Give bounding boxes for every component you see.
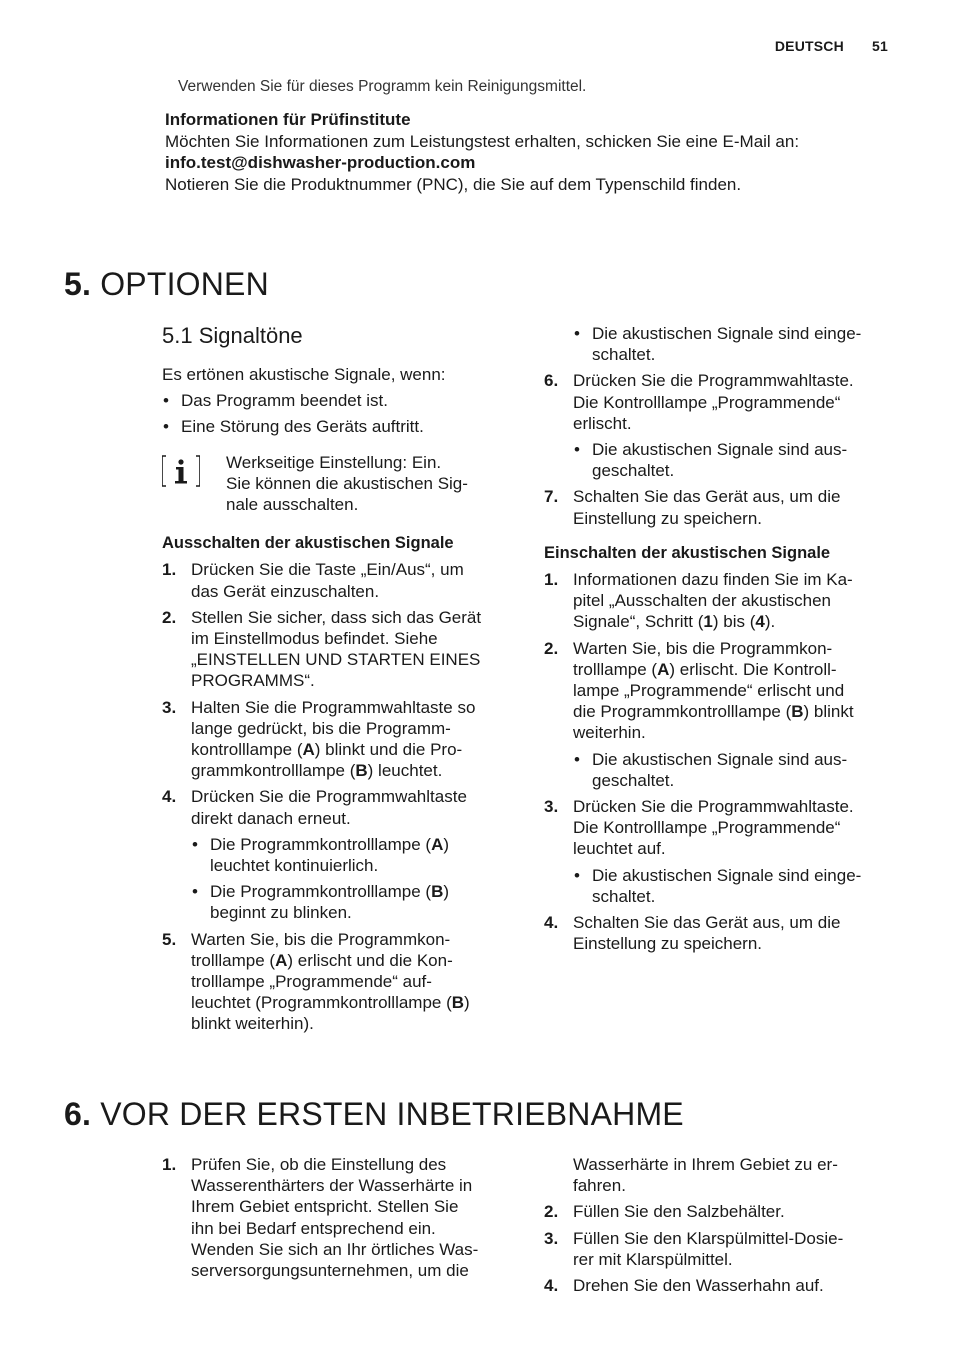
page-header: [775, 38, 888, 54]
info-box: Werkseitige Einstellung: Ein. Sie können die akustischen Sig- nale ausschalten.: [162, 452, 522, 516]
on-title: Einschalten der akustischen Signale: [544, 543, 831, 562]
list-item: 7. Schalten Sie das Gerät aus, um die Einstellung zu speichern.: [544, 487, 841, 528]
subsection-title: 5.1 Signaltöne: [162, 323, 303, 348]
right-column: [544, 323, 914, 954]
list-item: 3. Drücken Sie die Programmwahltaste. Die Kontrolllampe „Programmende“ leuchtet auf.: [544, 797, 854, 859]
list-item: 4. Drehen Sie den Wasserhahn auf.: [544, 1276, 824, 1296]
list-item: • Das Programm beendet ist.: [163, 391, 388, 411]
list-item: 4. Drücken Sie die Programmwahltaste direkt danach erneut.: [162, 787, 467, 828]
list-item: 1. Drücken Sie die Taste „Ein/Aus“, um das Gerät einzuschalten.: [162, 560, 464, 601]
section5-heading: [64, 266, 269, 303]
section6-heading: [64, 1096, 684, 1133]
section6-number: 6.: [64, 1096, 92, 1132]
section5-number: 5.: [64, 266, 92, 302]
intro-text: Es ertönen akustische Signale, wenn:: [162, 365, 446, 384]
note-line: Verwenden Sie für dieses Programm kein Reinigungsmittel.: [178, 78, 587, 95]
list-item: 1. Prüfen Sie, ob die Einstellung des Wasserenthärters der Wasserhärte in Ihrem Gebiet entspricht. Stellen Sie ihn bei Bedarf entsprechend ein. Wenden Sie sich an Ihr örtliches Was- serversorgungsunternehmen, um die: [162, 1155, 479, 1281]
list-item: 3. Halten Sie die Programmwahltaste so lange gedrückt, bis die Programm- kontrolllampe (A) blinkt und die Pro- grammkontrolllampe (B) leuchtet.: [162, 697, 476, 781]
info-line3: Notieren Sie die Produktnummer (PNC), die Sie auf dem Typenschild finden.: [165, 174, 742, 194]
list-item: • Eine Störung des Geräts auftritt.: [163, 417, 424, 437]
list-item: • Die Programmkontrolllampe (A) leuchtet kontinuierlich.: [192, 834, 450, 876]
info-icon: [162, 454, 200, 488]
header-section: DEUTSCH: [774, 38, 844, 54]
list-item: • Die akustischen Signale sind einge- schaltet.: [574, 865, 862, 906]
info-email: info.test@dishwasher-production.com: [165, 153, 476, 172]
section5-title: OPTIONEN: [100, 266, 269, 302]
info-block: [165, 109, 925, 195]
list-item: 1. Informationen dazu finden Sie im Ka- pitel „Ausschalten der akustischen Signale“, Schritt (1) bis (4).: [544, 570, 853, 632]
list-item: 2. Stellen Sie sicher, dass sich das Gerät im Einstellmodus befindet. Siehe „EINSTELLEN UND STARTEN EINES PROGRAMMS“.: [162, 607, 482, 691]
list-item: • Die akustischen Signale sind einge- schaltet.: [574, 324, 862, 365]
info-title: Informationen für Prüfinstitute: [165, 110, 411, 129]
list-item: • Die Programmkontrolllampe (B) beginnt zu blinken.: [192, 882, 450, 923]
page-number: 51: [872, 38, 888, 54]
section6-title: VOR DER ERSTEN INBETRIEBNAHME: [100, 1096, 684, 1132]
list-item: 4. Schalten Sie das Gerät aus, um die Einstellung zu speichern.: [544, 913, 841, 954]
section6-right: [544, 1154, 914, 1296]
list-item-continued: Wasserhärte in Ihrem Gebiet zu er- fahren.: [573, 1155, 838, 1196]
list-item: • Die akustischen Signale sind aus- geschaltet.: [574, 749, 848, 790]
list-item: 2. Warten Sie, bis die Programmkon- trolllampe (A) erlischt. Die Kontroll- lampe „Programmende“ erlischt und die Programmkontrolllampe (B) blinkt weiterhin.: [544, 638, 854, 743]
section6-left: [162, 1154, 522, 1281]
list-item: 6. Drücken Sie die Programmwahltaste. Die Kontrolllampe „Programmende“ erlischt.: [544, 371, 854, 433]
info-line1: Möchten Sie Informationen zum Leistungstest erhalten, schicken Sie eine E-Mail an:: [165, 131, 800, 151]
list-item: 5. Warten Sie, bis die Programmkon- trolllampe (A) erlischt und die Kon- trolllampe „Programmende“ auf- leuchtet (Programmkontrolllampe (B) blinkt weiterhin).: [162, 929, 470, 1034]
left-column: [162, 364, 522, 1035]
list-item: 3. Füllen Sie den Klarspülmittel-Dosie- rer mit Klarspülmittel.: [544, 1228, 844, 1269]
list-item: 2. Füllen Sie den Salzbehälter.: [544, 1202, 785, 1222]
list-item: • Die akustischen Signale sind aus- geschaltet.: [574, 440, 848, 481]
off-title: Ausschalten der akustischen Signale: [162, 534, 454, 553]
